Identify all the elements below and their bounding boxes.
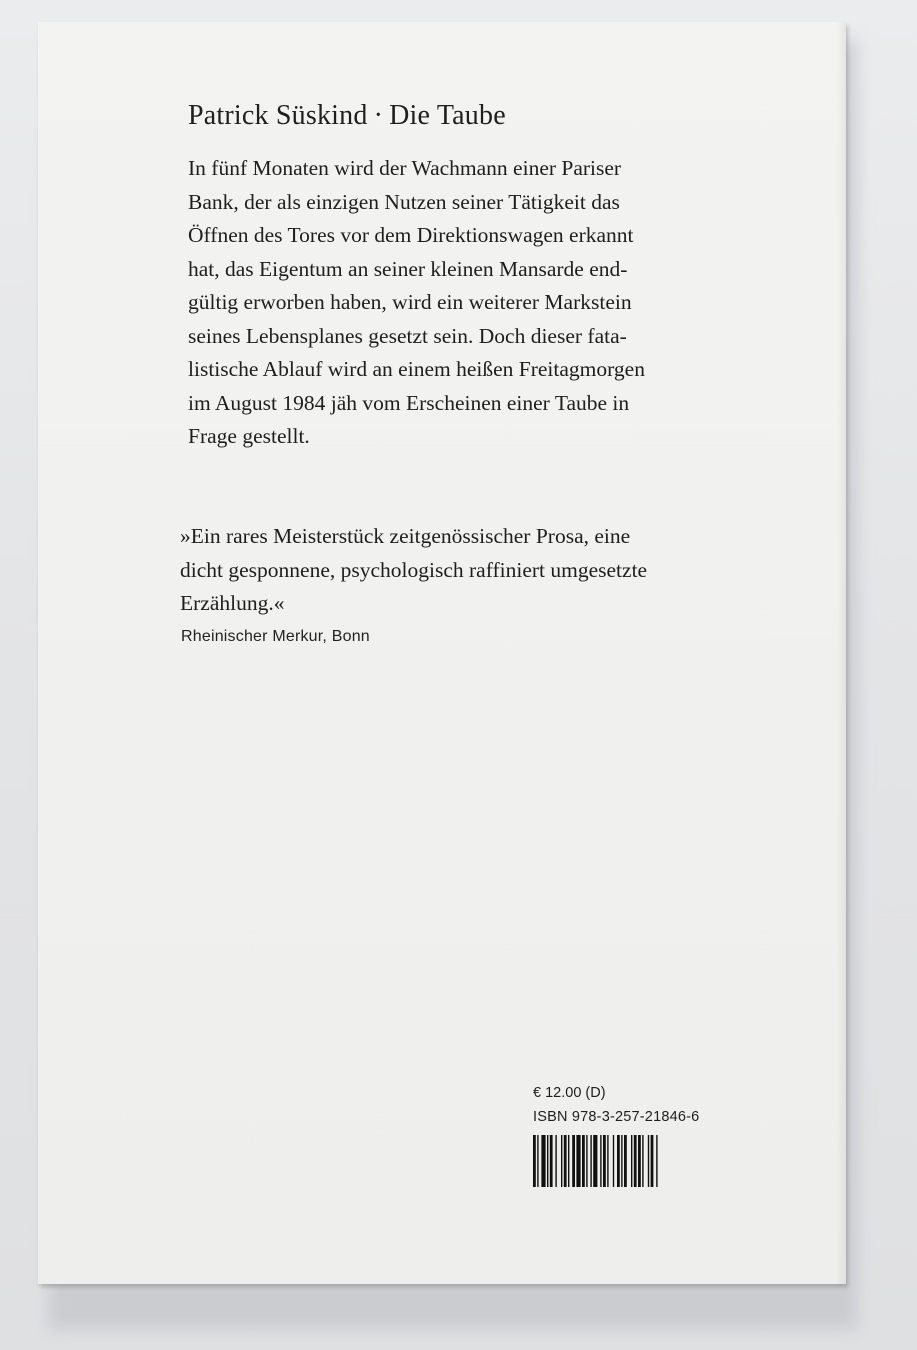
barcode-bar xyxy=(550,1135,553,1187)
barcode-bar xyxy=(624,1135,627,1187)
barcode-bar xyxy=(547,1135,548,1187)
blurb-line: seines Lebensplanes gesetzt sein. Doch dieser fata- xyxy=(188,323,627,348)
barcode-bar xyxy=(651,1135,654,1187)
isbn-label: ISBN 978-3-257-21846-6 xyxy=(533,1109,700,1125)
book-heading xyxy=(188,100,506,132)
quote-line: dicht gesponnene, psychologisch raffiniert umgesetzte xyxy=(180,557,648,582)
book-title: Die Taube xyxy=(389,100,506,131)
book-back-cover xyxy=(38,22,846,1284)
barcode-bar xyxy=(648,1135,649,1187)
blurb-line: listische Ablauf wird an einem heißen Freitagmorgen xyxy=(188,357,645,381)
barcode-bar xyxy=(600,1135,601,1187)
barcode-bar xyxy=(576,1135,580,1187)
quote-line: »Ein rares Meisterstück zeitgenössischer Prosa, eine xyxy=(180,524,631,548)
blurb-line: Frage gestellt. xyxy=(188,424,310,448)
barcode-bar xyxy=(638,1135,641,1187)
barcode-bar xyxy=(656,1135,657,1187)
barcode-bar xyxy=(621,1135,622,1187)
quote-source: Rheinischer Merkur, Bonn xyxy=(181,628,370,645)
price-label: € 12.00 (D) xyxy=(533,1085,606,1101)
blurb-line: hat, das Eigentum an seiner kleinen Mansarde end- xyxy=(188,256,628,281)
barcode-bar xyxy=(568,1135,569,1187)
title-separator: · xyxy=(373,100,384,131)
barcode-bar xyxy=(603,1135,606,1187)
blurb-line: Bank, der als einzigen Nutzen seiner Tätigkeit das xyxy=(188,189,620,214)
barcode-bar xyxy=(564,1135,567,1187)
barcode-bar xyxy=(561,1135,562,1187)
blurb-line: gültig erworben haben, wird ein weiterer Markstein xyxy=(188,290,632,314)
author-name: Patrick Süskind xyxy=(188,100,368,131)
barcode-bar xyxy=(541,1135,545,1187)
barcode-bar xyxy=(590,1135,591,1187)
blurb-line: Öffnen des Tores vor dem Direktionswagen erkannt xyxy=(188,223,634,247)
barcode-bar xyxy=(607,1135,608,1187)
barcode-bar xyxy=(586,1135,587,1187)
book-edge xyxy=(836,22,846,1284)
review-quote xyxy=(180,520,740,621)
barcode-bar xyxy=(617,1135,620,1187)
barcode-bar xyxy=(537,1135,538,1187)
quote-line: Erzählung.« xyxy=(180,591,285,615)
barcode-bar xyxy=(631,1135,632,1187)
blurb-paragraph xyxy=(188,152,718,454)
blurb-line: im August 1984 jäh vom Erscheinen einer Taube in xyxy=(188,390,630,415)
barcode-bar xyxy=(613,1135,614,1187)
barcode-bar xyxy=(582,1135,585,1187)
barcode-bar xyxy=(593,1135,597,1187)
barcode-bar xyxy=(572,1135,575,1187)
barcode-bar xyxy=(533,1135,536,1187)
barcode-bar xyxy=(642,1135,643,1187)
barcode xyxy=(533,1135,711,1187)
barcode-graphic xyxy=(533,1135,711,1187)
barcode-bar xyxy=(555,1135,556,1187)
barcode-bar xyxy=(634,1135,637,1187)
blurb-line: In fünf Monaten wird der Wachmann einer Pariser xyxy=(188,156,622,180)
